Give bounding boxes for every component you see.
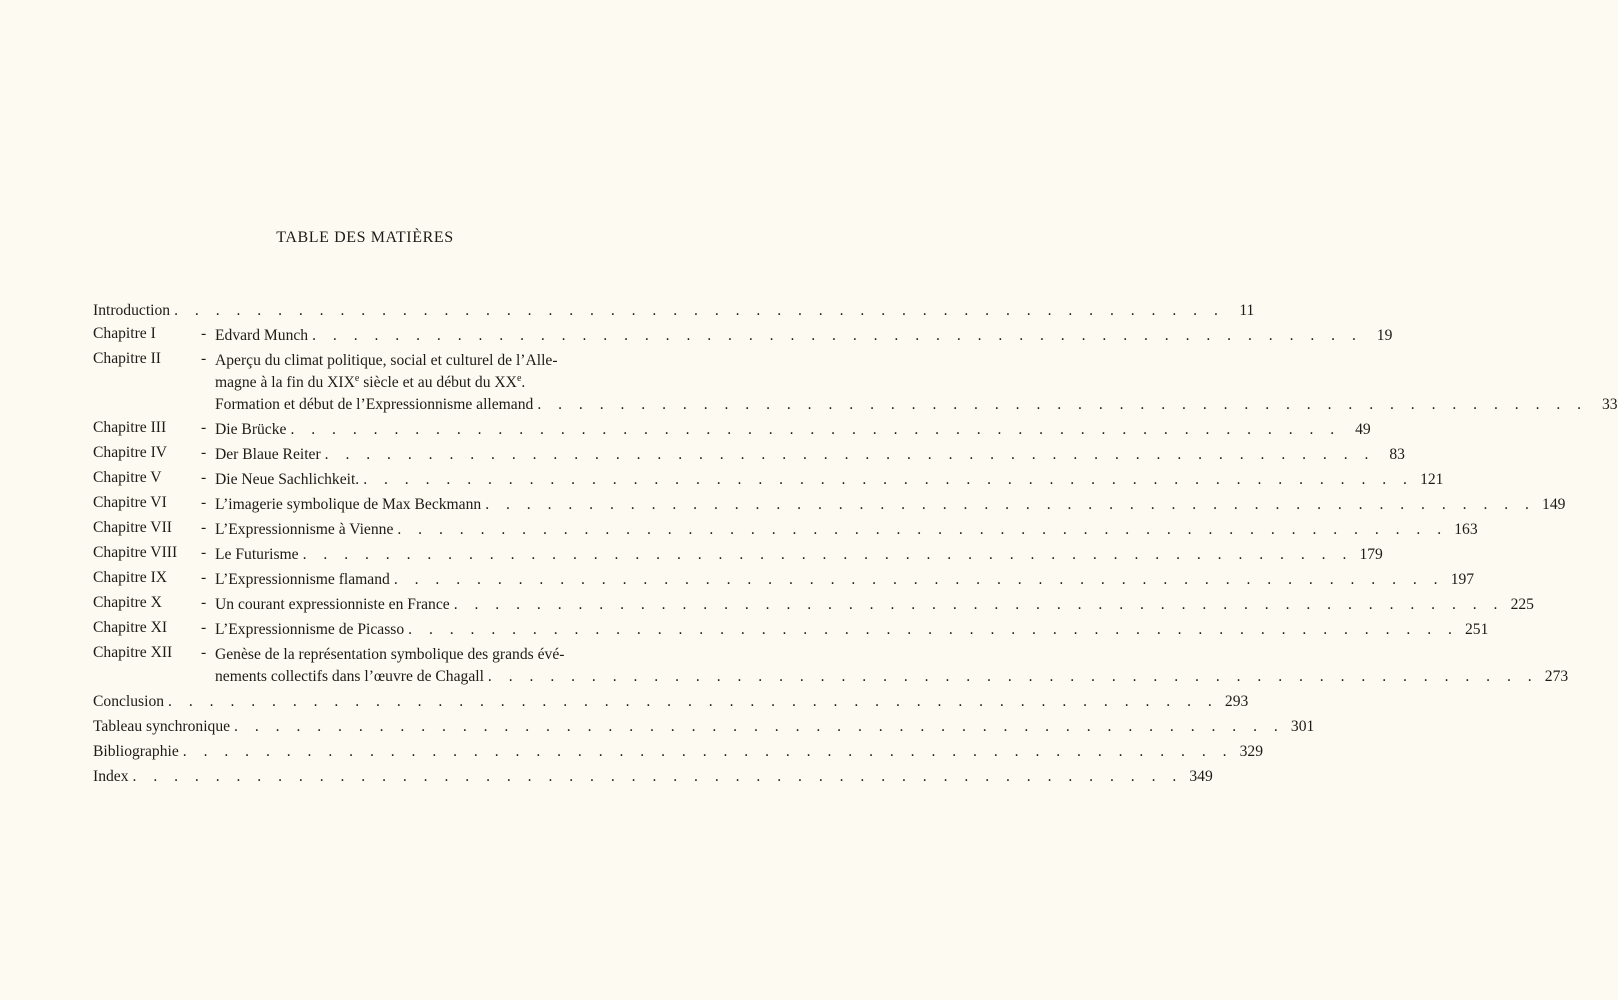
chapter-title-line: magne à la fin du XIXe siècle et au début du XXe. — [215, 373, 526, 391]
dot-leader: . . . . . . . . . . . . . . . . . . . . . . . . . . . . . . . . . . . . . . . . . . . . . . . . . . . — [537, 396, 1588, 413]
chapter-title: Die Neue Sachlichkeit. — [215, 471, 360, 488]
dot-leader: . . . . . . . . . . . . . . . . . . . . . . . . . . . . . . . . . . . . . . . . . . . . . . . . . . . — [324, 446, 1375, 463]
page-number: 19 — [1376, 327, 1393, 344]
dot-leader: . . . . . . . . . . . . . . . . . . . . . . . . . . . . . . . . . . . . . . . . . . . . . . . . . . . — [487, 668, 1539, 685]
chapter-label: Chapitre III — [93, 419, 167, 436]
page-number: 83 — [1389, 446, 1405, 463]
separator-dash: - — [201, 325, 207, 342]
chapter-title: L’Expressionnisme de Picasso — [215, 621, 405, 638]
page-number: 301 — [1290, 718, 1315, 735]
dot-leader: . . . . . . . . . . . . . . . . . . . . . . . . . . . . . . . . . . . . . . . . . . . . . . . . . . . — [234, 718, 1285, 735]
dot-leader: . . . . . . . . . . . . . . . . . . . . . . . . . . . . . . . . . . . . . . . . . . . . . . . . . . . — [182, 743, 1234, 760]
page-number: 149 — [1542, 496, 1566, 513]
chapter-label: Chapitre VI — [93, 494, 167, 511]
toc-entry-bibliographie — [93, 741, 1264, 763]
page-number: 33 — [1601, 396, 1618, 413]
page-number: 163 — [1454, 521, 1478, 538]
dot-leader: . . . . . . . . . . . . . . . . . . . . . . . . . . . . . . . . . . . . . . . . . . . . . . . . . . . — [397, 521, 1448, 538]
chapter-label: Chapitre IX — [93, 569, 168, 586]
dot-leader: . . . . . . . . . . . . . . . . . . . . . . . . . . . . . . . . . . . . . . . . . . . . . . . . . . . — [312, 327, 1363, 344]
chapter-title: L’Expressionnisme à Vienne — [215, 521, 394, 538]
toc-entry-chapter-1 — [93, 325, 1393, 347]
page-number: 121 — [1420, 471, 1444, 488]
page-number: 11 — [1239, 302, 1255, 319]
chapter-label: Chapitre IV — [93, 444, 168, 461]
dot-leader: . . . . . . . . . . . . . . . . . . . . . . . . . . . . . . . . . . . . . . . . . . . . . . . . . . . — [485, 496, 1536, 513]
toc-entry-chapter-9 — [93, 569, 1475, 591]
entry-label: Bibliographie — [93, 743, 179, 760]
toc-entry-chapter-10 — [93, 594, 1534, 616]
dot-leader: . . . . . . . . . . . . . . . . . . . . . . . . . . . . . . . . . . . . . . . . . . . . . . . . . . . — [408, 621, 1459, 638]
toc-entry-chapter-5 — [93, 469, 1444, 491]
separator-dash: - — [201, 519, 207, 536]
page-number: 49 — [1355, 421, 1371, 438]
toc-entry-conclusion — [93, 691, 1249, 713]
chapter-label: Chapitre VII — [93, 519, 172, 536]
toc-entry-chapter-7 — [93, 519, 1478, 541]
entry-label: Tableau synchronique — [93, 718, 231, 735]
separator-dash: - — [201, 494, 207, 511]
separator-dash: - — [201, 469, 207, 486]
chapter-title: Die Brücke — [215, 421, 287, 438]
table-of-contents — [93, 300, 1618, 791]
page-number: 251 — [1465, 621, 1489, 638]
dot-leader: . . . . . . . . . . . . . . . . . . . . . . . . . . . . . . . . . . . . . . . . . . . . . . . . . . . — [132, 768, 1183, 785]
toc-entry-chapter-12 — [93, 644, 1569, 688]
separator-dash: - — [201, 544, 207, 561]
chapter-label: Chapitre I — [93, 325, 156, 342]
chapter-title-line: nements collectifs dans l’œuvre de Chagall — [215, 668, 484, 685]
page-number: 197 — [1450, 571, 1475, 588]
separator-dash: - — [201, 350, 207, 367]
page-number: 293 — [1224, 693, 1249, 710]
chapter-title-line: Formation et début de l’Expressionnisme allemand — [215, 396, 534, 413]
chapter-label: Chapitre XII — [93, 644, 173, 661]
dot-leader: . . . . . . . . . . . . . . . . . . . . . . . . . . . . . . . . . . . . . . . . . . . . . . . . . . . — [174, 302, 1225, 319]
separator-dash: - — [201, 444, 207, 461]
dot-leader: . . . . . . . . . . . . . . . . . . . . . . . . . . . . . . . . . . . . . . . . . . . . . . . . . . . — [363, 471, 1414, 488]
toc-entry-chapter-11 — [93, 619, 1489, 641]
toc-entry-introduction — [93, 300, 1255, 322]
chapter-title: Der Blaue Reiter — [215, 446, 321, 463]
toc-entry-tableau-synchronique — [93, 716, 1315, 738]
toc-entry-chapter-4 — [93, 444, 1405, 466]
toc-entry-chapter-3 — [93, 419, 1371, 441]
entry-label: Introduction — [93, 302, 171, 319]
page-number: 179 — [1359, 546, 1383, 563]
toc-entry-chapter-8 — [93, 544, 1383, 566]
dot-leader: . . . . . . . . . . . . . . . . . . . . . . . . . . . . . . . . . . . . . . . . . . . . . . . . . . . — [168, 693, 1219, 710]
dot-leader: . . . . . . . . . . . . . . . . . . . . . . . . . . . . . . . . . . . . . . . . . . . . . . . . . . . — [453, 596, 1504, 613]
chapter-label: Chapitre V — [93, 469, 162, 486]
dot-leader: . . . . . . . . . . . . . . . . . . . . . . . . . . . . . . . . . . . . . . . . . . . . . . . . . . . — [302, 546, 1353, 563]
entry-label: Conclusion — [93, 693, 165, 710]
page-number: 349 — [1189, 768, 1213, 785]
chapter-title: L’Expressionnisme flamand — [215, 571, 390, 588]
chapter-title: Un courant expressionniste en France — [215, 596, 450, 613]
page-number: 329 — [1239, 743, 1264, 760]
chapter-title: Le Futurisme — [215, 546, 299, 563]
separator-dash: - — [201, 594, 207, 611]
page-title: TABLE DES MATIÈRES — [276, 229, 454, 246]
toc-entry-chapter-6 — [93, 494, 1566, 516]
chapter-title-line: Genèse de la représentation symbolique des grands évé- — [215, 646, 565, 663]
entry-label: Index — [93, 768, 129, 785]
dot-leader: . . . . . . . . . . . . . . . . . . . . . . . . . . . . . . . . . . . . . . . . . . . . . . . . . . . — [290, 421, 1341, 438]
separator-dash: - — [201, 569, 207, 586]
chapter-title: L’imagerie symbolique de Max Beckmann — [215, 496, 482, 513]
chapter-label: Chapitre X — [93, 594, 162, 611]
chapter-title: Edvard Munch — [215, 327, 309, 344]
toc-entry-chapter-2 — [93, 350, 1618, 416]
dot-leader: . . . . . . . . . . . . . . . . . . . . . . . . . . . . . . . . . . . . . . . . . . . . . . . . . . . — [393, 571, 1445, 588]
separator-dash: - — [201, 619, 207, 636]
chapter-title-line: Aperçu du climat politique, social et culturel de l’Alle- — [215, 352, 558, 369]
chapter-label: Chapitre XI — [93, 619, 168, 636]
separator-dash: - — [201, 419, 207, 436]
toc-entry-index — [93, 766, 1213, 788]
page-number: 225 — [1510, 596, 1534, 613]
separator-dash: - — [201, 644, 207, 661]
chapter-label: Chapitre II — [93, 350, 161, 367]
chapter-label: Chapitre VIII — [93, 544, 178, 561]
page-number: 273 — [1544, 668, 1569, 685]
